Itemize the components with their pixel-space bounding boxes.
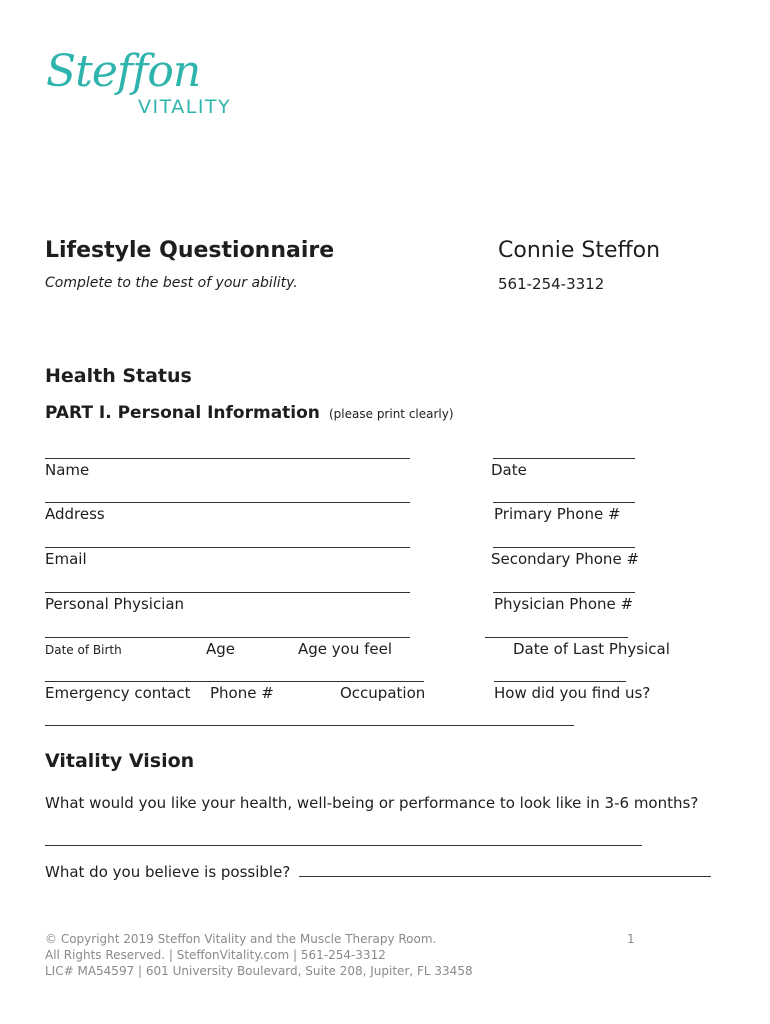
date-label: Date <box>491 461 527 479</box>
emergency-contact-label: Emergency contact <box>45 684 191 702</box>
secondary-phone-label: Secondary Phone # <box>491 550 640 568</box>
part-one-note: (please print clearly) <box>329 407 454 421</box>
primary-phone-input-line[interactable] <box>493 502 635 503</box>
footer-rights: All Rights Reserved. | SteffonVitality.com | 561-254-3312 <box>45 948 386 962</box>
logo-script-text: Steffon <box>46 46 201 97</box>
occupation-label: Occupation <box>340 684 426 702</box>
logo-sub-text: VITALITY <box>138 96 232 118</box>
age-label: Age <box>206 640 236 658</box>
footer-license: LIC# MA54597 | 601 University Boulevard, Suite 208, Jupiter, FL 33458 <box>45 964 473 978</box>
name-label: Name <box>45 461 90 479</box>
phone-label: Phone # <box>210 684 274 702</box>
dob-age-input-line[interactable] <box>45 637 410 638</box>
vitality-vision-heading: Vitality Vision <box>45 750 195 772</box>
address-label: Address <box>45 505 105 523</box>
primary-phone-label: Primary Phone # <box>494 505 621 523</box>
age-you-feel-label: Age you feel <box>298 640 393 658</box>
health-status-heading: Health Status <box>45 365 192 387</box>
footer-copyright: © Copyright 2019 Steffon Vitality and the Muscle Therapy Room. <box>45 932 437 946</box>
contact-phone: 561-254-3312 <box>498 275 605 293</box>
how-found-label: How did you find us? <box>494 684 651 702</box>
page-subtitle: Complete to the best of your ability. <box>45 275 298 291</box>
physician-phone-input-line[interactable] <box>493 592 635 593</box>
page-title: Lifestyle Questionnaire <box>45 238 335 263</box>
vision-question-1: What would you like your health, well-being or performance to look like in 3-6 months? <box>45 794 699 812</box>
physician-input-line[interactable] <box>45 592 410 593</box>
vision-question-2: What do you believe is possible? <box>45 863 291 881</box>
vision-question-2-row <box>45 862 711 881</box>
date-last-physical-label: Date of Last Physical <box>513 640 670 658</box>
vision-answer-1-line[interactable] <box>45 845 642 846</box>
part-one-heading <box>45 403 454 423</box>
vision-answer-2-line[interactable] <box>299 862 711 877</box>
part-one-title: PART I. Personal Information <box>45 403 320 423</box>
contact-name: Connie Steffon <box>498 238 661 263</box>
how-found-answer-line[interactable] <box>45 725 574 726</box>
personal-physician-label: Personal Physician <box>45 595 185 613</box>
email-input-line[interactable] <box>45 547 410 548</box>
physician-phone-label: Physician Phone # <box>494 595 634 613</box>
how-found-input-line[interactable] <box>494 681 626 682</box>
page-number: 1 <box>627 932 635 946</box>
last-physical-input-line[interactable] <box>485 637 628 638</box>
emergency-input-line[interactable] <box>45 681 424 682</box>
address-input-line[interactable] <box>45 502 410 503</box>
date-of-birth-label: Date of Birth <box>45 643 122 657</box>
name-input-line[interactable] <box>45 458 410 459</box>
footer <box>45 931 473 979</box>
secondary-phone-input-line[interactable] <box>493 547 635 548</box>
date-input-line[interactable] <box>493 458 635 459</box>
email-label: Email <box>45 550 87 568</box>
